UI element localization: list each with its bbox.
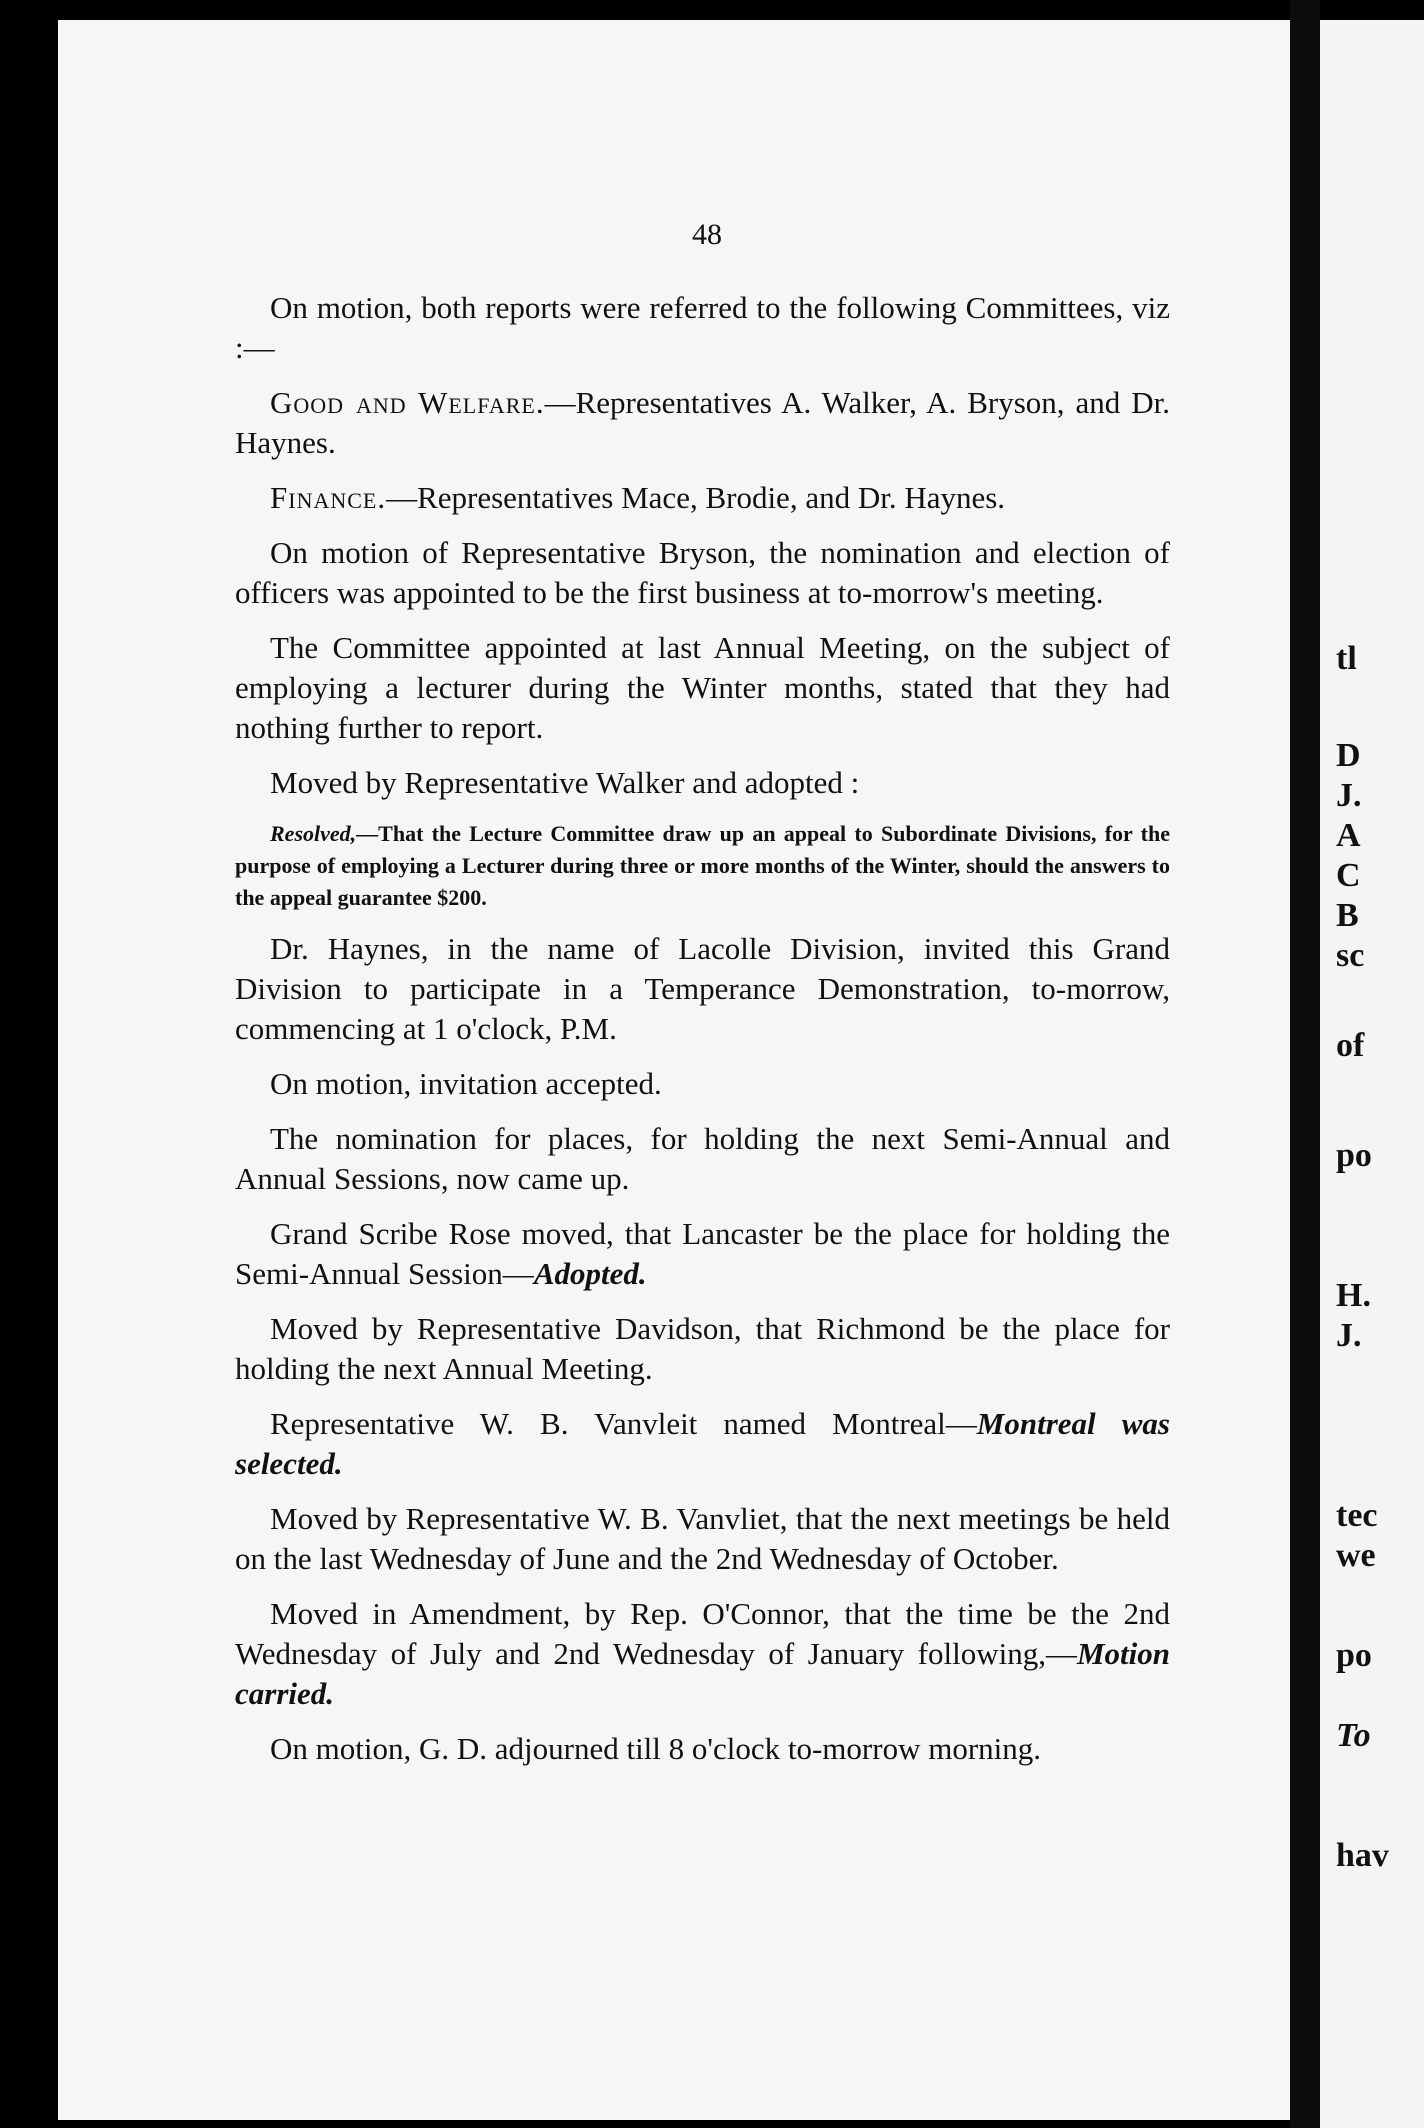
adjacent-text-fragment: po: [1336, 1137, 1372, 1174]
resolution: [235, 818, 1170, 914]
paragraph: [235, 929, 1170, 1049]
paragraph-text: On motion, G. D. adjourned till 8 o'clock to-morrow morning.: [270, 1731, 1042, 1766]
paragraph-text: Moved in Amendment, by Rep. O'Connor, that the time be the 2nd Wednesday of July and 2nd Wednesday of January following,—: [235, 1596, 1170, 1671]
adjacent-text-fragment: H.: [1336, 1277, 1371, 1314]
paragraph: [235, 1499, 1170, 1579]
paragraph-text: The nomination for places, for holding the next Semi-Annual and Annual Sessions, now came up.: [235, 1121, 1170, 1196]
paragraph-text: —Representatives A. Walker, A. Bryson, and Dr. Haynes.: [235, 385, 1170, 460]
paragraph: [235, 763, 1170, 803]
paragraph-text: Moved by Representative W. B. Vanvliet, that the next meetings be held on the last Wednesday of June and the 2nd Wednesday of October.: [235, 1501, 1170, 1576]
page-body: [235, 288, 1170, 1784]
paragraph: [235, 1594, 1170, 1714]
paragraph-text: Moved by Representative Davidson, that Richmond be the place for holding the next Annual Meeting.: [235, 1311, 1170, 1386]
adjacent-text-fragment: we: [1336, 1537, 1376, 1574]
paragraph: [235, 1309, 1170, 1389]
outcome-text: Montreal was selected.: [235, 1406, 1170, 1481]
paragraph: [235, 1064, 1170, 1104]
paragraph: [235, 1404, 1170, 1484]
paragraph-text: Representative W. B. Vanvleit named Montreal—: [270, 1406, 977, 1441]
paragraph: [235, 628, 1170, 748]
adjacent-text-fragment: J.: [1336, 1317, 1362, 1354]
adjacent-text-fragment: po: [1336, 1637, 1372, 1674]
paragraph: [235, 383, 1170, 463]
outcome-text: Adopted.: [533, 1256, 647, 1291]
paragraph-text: Moved by Representative Walker and adopted :: [270, 765, 860, 800]
paragraph-text: On motion, both reports were referred to the following Committees, viz :—: [235, 290, 1170, 365]
paragraph: [235, 1729, 1170, 1769]
adjacent-page-edge: [1320, 20, 1424, 2128]
paragraph-text: Grand Scribe Rose moved, that Lancaster be the place for holding the Semi-Annual Session—: [235, 1216, 1170, 1291]
resolution-text: —That the Lecture Committee draw up an appeal to Subordinate Divisions, for the purpose of employing a Lecturer during three or more months of the Winter, should the answers to the appeal guarantee $200.: [235, 821, 1170, 910]
paragraph-text: —Representatives Mace, Brodie, and Dr. Haynes.: [386, 480, 1006, 515]
adjacent-text-fragment: tec: [1336, 1497, 1378, 1534]
paragraph-text: The Committee appointed at last Annual Meeting, on the subject of employing a lecturer during the Winter months, stated that they had nothing further to report.: [235, 630, 1170, 745]
paragraph: [235, 478, 1170, 518]
paragraph: [235, 288, 1170, 368]
page-gutter: [1290, 0, 1320, 2128]
adjacent-text-fragment: To: [1336, 1717, 1371, 1754]
paragraph: [235, 1119, 1170, 1199]
adjacent-text-fragment: sc: [1336, 937, 1365, 974]
page-number: 48: [692, 218, 722, 251]
paragraph-text: On motion, invitation accepted.: [270, 1066, 662, 1101]
adjacent-text-fragment: J.: [1336, 777, 1362, 814]
outcome-text: Motion carried.: [235, 1636, 1170, 1711]
paragraph-text: On motion of Representative Bryson, the nomination and election of officers was appointed to be the first business at to-morrow's meeting.: [235, 535, 1170, 610]
adjacent-text-fragment: hav: [1336, 1837, 1389, 1874]
adjacent-text-fragment: A: [1336, 817, 1361, 854]
adjacent-text-fragment: B: [1336, 897, 1359, 934]
adjacent-text-fragment: tl: [1336, 640, 1357, 677]
adjacent-text-fragment: C: [1336, 857, 1361, 894]
committee-heading: Good and Welfare.: [270, 385, 545, 420]
paragraph-text: Dr. Haynes, in the name of Lacolle Division, invited this Grand Division to participate in a Temperance Demonstration, to-morrow, commencing at 1 o'clock, P.M.: [235, 931, 1170, 1046]
adjacent-text-fragment: D: [1336, 737, 1361, 774]
resolved-label: Resolved,: [270, 821, 357, 846]
paragraph: [235, 1214, 1170, 1294]
adjacent-text-fragment: of: [1336, 1027, 1365, 1064]
committee-heading: Finance.: [270, 480, 387, 515]
paragraph: [235, 533, 1170, 613]
